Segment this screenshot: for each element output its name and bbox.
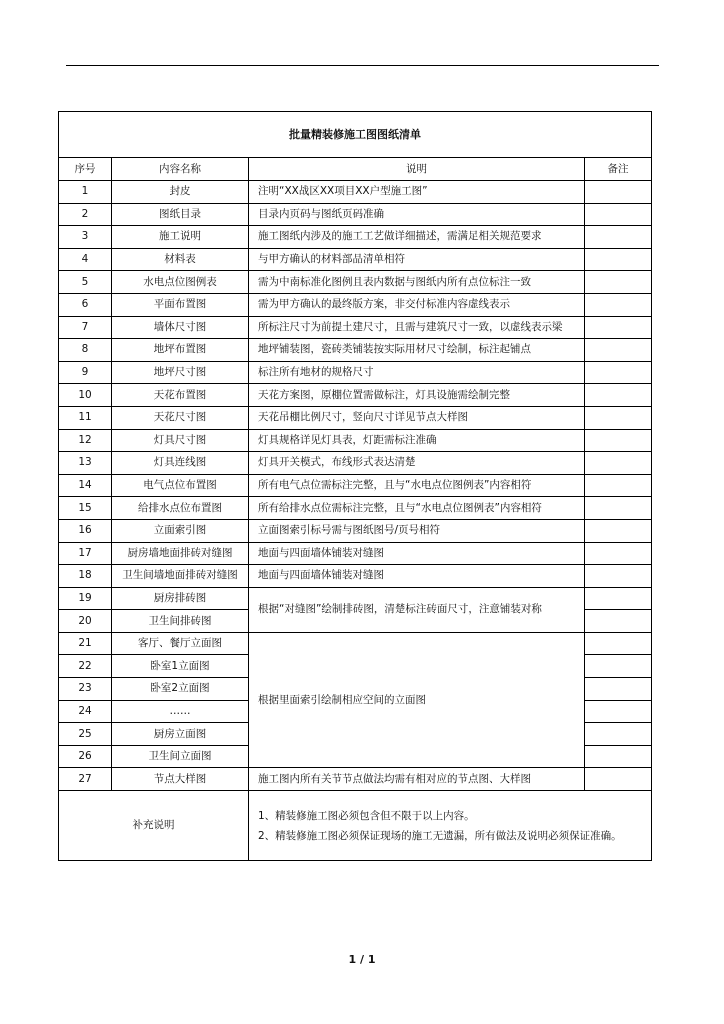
row-number: 1	[59, 181, 112, 204]
row-note	[585, 542, 652, 565]
row-content-name: 卫生间墙地面排砖对缝图	[112, 565, 249, 588]
table-row	[59, 406, 652, 429]
row-note	[585, 452, 652, 475]
row-note	[585, 497, 652, 520]
supplement-line: 2、精装修施工图必须保证现场的施工无遗漏，所有做法及说明必须保证准确。	[258, 829, 622, 842]
table-row	[59, 248, 652, 271]
row-description: 天花吊棚比例尺寸，竖向尺寸详见节点大样图	[249, 406, 585, 429]
row-content-name: 节点大样图	[112, 768, 249, 791]
row-number: 7	[59, 316, 112, 339]
drawing-list-sheet	[58, 111, 651, 861]
row-note	[585, 678, 652, 701]
row-content-name: 水电点位图例表	[112, 271, 249, 294]
row-content-name: ……	[112, 700, 249, 723]
row-content-name: 厨房立面图	[112, 723, 249, 746]
header-desc: 说明	[249, 158, 585, 181]
table-row	[59, 203, 652, 226]
row-number: 21	[59, 632, 112, 655]
row-description: 所有给排水点位需标注完整，且与“水电点位图例表”内容相符	[249, 497, 585, 520]
header-row	[59, 158, 652, 181]
row-content-name: 卧室1立面图	[112, 655, 249, 678]
table-row	[59, 542, 652, 565]
row-note	[585, 203, 652, 226]
row-note	[585, 700, 652, 723]
table-row	[59, 293, 652, 316]
row-number: 22	[59, 655, 112, 678]
supplement-row	[59, 791, 652, 861]
row-note	[585, 610, 652, 633]
row-note	[585, 181, 652, 204]
row-note	[585, 271, 652, 294]
row-number: 8	[59, 339, 112, 362]
row-number: 23	[59, 678, 112, 701]
row-content-name: 灯具尺寸图	[112, 429, 249, 452]
table-row	[59, 181, 652, 204]
row-content-name: 施工说明	[112, 226, 249, 249]
row-description: 需为中南标准化图例且表内数据与图纸内所有点位标注一致	[249, 271, 585, 294]
row-note	[585, 768, 652, 791]
header-note: 备注	[585, 158, 652, 181]
supplement-text	[249, 791, 652, 861]
row-number: 24	[59, 700, 112, 723]
row-note	[585, 248, 652, 271]
table-row	[59, 632, 652, 655]
table-row	[59, 474, 652, 497]
row-description: 地面与四面墙体铺装对缝图	[249, 565, 585, 588]
row-number: 12	[59, 429, 112, 452]
row-number: 20	[59, 610, 112, 633]
row-content-name: 卧室2立面图	[112, 678, 249, 701]
header-rule	[66, 65, 659, 66]
row-note	[585, 519, 652, 542]
table-row	[59, 226, 652, 249]
row-note	[585, 384, 652, 407]
row-description: 施工图纸内涉及的施工工艺做详细描述，需满足相关规范要求	[249, 226, 585, 249]
row-content-name: 灯具连线图	[112, 452, 249, 475]
title-row	[59, 112, 652, 158]
row-content-name: 卫生间立面图	[112, 745, 249, 768]
table-row	[59, 271, 652, 294]
row-description: 注明“XX战区XX项目XX户型施工图”	[249, 181, 585, 204]
row-description: 根据里面索引绘制相应空间的立面图	[249, 632, 585, 768]
table-row	[59, 768, 652, 791]
row-note	[585, 565, 652, 588]
table-row	[59, 339, 652, 362]
row-description: 所标注尺寸为前提土建尺寸，且需与建筑尺寸一致，以虚线表示梁	[249, 316, 585, 339]
table-row	[59, 587, 652, 610]
table-title: 批量精装修施工图图纸清单	[59, 112, 652, 158]
row-content-name: 天花布置图	[112, 384, 249, 407]
row-note	[585, 587, 652, 610]
row-number: 19	[59, 587, 112, 610]
row-number: 25	[59, 723, 112, 746]
row-number: 4	[59, 248, 112, 271]
row-number: 16	[59, 519, 112, 542]
row-content-name: 地坪尺寸图	[112, 361, 249, 384]
row-number: 9	[59, 361, 112, 384]
row-number: 13	[59, 452, 112, 475]
row-description: 地坪铺装图，瓷砖类铺装按实际用材尺寸绘制，标注起铺点	[249, 339, 585, 362]
row-note	[585, 406, 652, 429]
row-description: 灯具开关模式，布线形式表达清楚	[249, 452, 585, 475]
row-content-name: 天花尺寸图	[112, 406, 249, 429]
row-number: 26	[59, 745, 112, 768]
row-content-name: 给排水点位布置图	[112, 497, 249, 520]
row-content-name: 客厅、餐厅立面图	[112, 632, 249, 655]
row-description: 灯具规格详见灯具表，灯距需标注准确	[249, 429, 585, 452]
row-note	[585, 226, 652, 249]
table-row	[59, 497, 652, 520]
header-no: 序号	[59, 158, 112, 181]
page-number: 1 / 1	[348, 953, 376, 966]
row-note	[585, 339, 652, 362]
row-note	[585, 723, 652, 746]
table-row	[59, 565, 652, 588]
row-description: 立面图索引标号需与图纸图号/页号相符	[249, 519, 585, 542]
table-row	[59, 361, 652, 384]
row-content-name: 封皮	[112, 181, 249, 204]
drawing-list-table	[58, 111, 652, 861]
row-content-name: 图纸目录	[112, 203, 249, 226]
table-row	[59, 384, 652, 407]
table-row	[59, 452, 652, 475]
supplement-line: 1、精装修施工图必须包含但不限于以上内容。	[258, 809, 475, 822]
row-number: 10	[59, 384, 112, 407]
row-number: 3	[59, 226, 112, 249]
table-row	[59, 519, 652, 542]
row-content-name: 厨房墙地面排砖对缝图	[112, 542, 249, 565]
row-number: 5	[59, 271, 112, 294]
row-content-name: 卫生间排砖图	[112, 610, 249, 633]
row-number: 11	[59, 406, 112, 429]
row-description: 施工图内所有关节节点做法均需有相对应的节点图、大样图	[249, 768, 585, 791]
row-number: 27	[59, 768, 112, 791]
row-number: 2	[59, 203, 112, 226]
row-description: 需为甲方确认的最终版方案，非交付标准内容虚线表示	[249, 293, 585, 316]
row-note	[585, 745, 652, 768]
row-note	[585, 293, 652, 316]
table-row	[59, 429, 652, 452]
row-description: 目录内页码与图纸页码准确	[249, 203, 585, 226]
table-row	[59, 316, 652, 339]
row-note	[585, 655, 652, 678]
row-number: 6	[59, 293, 112, 316]
row-number: 17	[59, 542, 112, 565]
row-content-name: 立面索引图	[112, 519, 249, 542]
row-number: 14	[59, 474, 112, 497]
row-content-name: 电气点位布置图	[112, 474, 249, 497]
row-description: 标注所有地材的规格尺寸	[249, 361, 585, 384]
row-content-name: 平面布置图	[112, 293, 249, 316]
row-note	[585, 429, 652, 452]
row-content-name: 地坪布置图	[112, 339, 249, 362]
row-description: 所有电气点位需标注完整，且与“水电点位图例表”内容相符	[249, 474, 585, 497]
row-content-name: 厨房排砖图	[112, 587, 249, 610]
row-number: 15	[59, 497, 112, 520]
row-description: 与甲方确认的材料部品清单相符	[249, 248, 585, 271]
row-content-name: 材料表	[112, 248, 249, 271]
row-description: 地面与四面墙体铺装对缝图	[249, 542, 585, 565]
row-description: 天花方案图，原棚位置需做标注，灯具设施需绘制完整	[249, 384, 585, 407]
header-name: 内容名称	[112, 158, 249, 181]
row-note	[585, 316, 652, 339]
row-content-name: 墙体尺寸图	[112, 316, 249, 339]
row-description: 根据“对缝图”绘制排砖图，清楚标注砖面尺寸，注意铺装对称	[249, 587, 585, 632]
row-note	[585, 632, 652, 655]
supplement-label: 补充说明	[59, 791, 249, 861]
row-note	[585, 361, 652, 384]
row-number: 18	[59, 565, 112, 588]
row-note	[585, 474, 652, 497]
